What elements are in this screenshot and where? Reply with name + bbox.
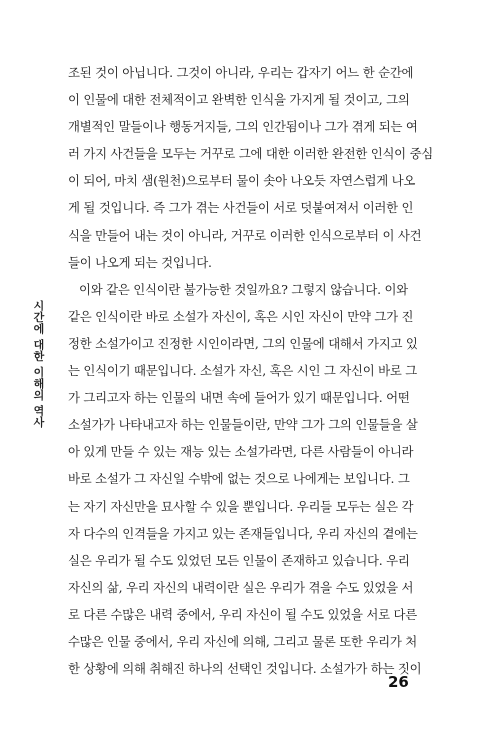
text-line: 식을 만들어 내는 것이 아니라, 거꾸로 이러한 인식으로부터 이 사건 <box>68 227 422 243</box>
text-line: 이 되어, 마치 샘(원천)으로부터 물이 솟아 나오듯 자연스럽게 나오 <box>68 173 416 189</box>
text-line: 게 될 것입니다. 즉 그가 겪는 사건들이 서로 덧붙여져서 이러한 인 <box>68 200 414 216</box>
text-line: 수많은 인물 중에서, 우리 자신에 의해, 그리고 물론 또한 우리가 처 <box>68 633 417 649</box>
page-number: 26 <box>388 673 409 691</box>
text-line: 정한 소설가이고 진정한 시인이라면, 그의 인물에 대해서 가지고 있 <box>68 335 418 351</box>
text-line: 같은 인식이란 바로 소설가 자신이, 혹은 시인 자신이 만약 그가 진 <box>68 308 414 324</box>
text-line: 들이 나오게 되는 것입니다. <box>68 254 212 270</box>
text-line: 바로 소설가 그 자신일 수밖에 없는 것으로 나에게는 보입니다. 그 <box>68 471 410 487</box>
running-head: 시간에 대한 이해의 역사 <box>32 300 45 428</box>
text-line: 는 자기 자신만을 묘사할 수 있을 뿐입니다. 우리들 모두는 실은 각 <box>68 498 414 514</box>
text-line: 는 인식이기 때문입니다. 소설가 자신, 혹은 시인 그 자신이 바로 그 <box>68 363 417 379</box>
text-line: 소설가가 나타내고자 하는 인물들이란, 만약 그가 그의 인물들을 살 <box>68 417 418 433</box>
text-line: 가 그리고자 하는 인물의 내면 속에 들어가 있기 때문입니다. 어떤 <box>68 390 410 406</box>
text-line: 한 상황에 의해 취해진 하나의 선택인 것입니다. 소설가가 하는 짓이 <box>68 661 422 677</box>
text-line: 러 가지 사건들을 모두는 거꾸로 그에 대한 이러한 완전한 인식이 중심 <box>68 146 434 162</box>
text-line: 로 다른 수많은 내력 중에서, 우리 자신이 될 수도 있었을 서로 다른 <box>68 606 417 622</box>
text-line: 개별적인 말들이나 행동거지들, 그의 인간됨이나 그가 겪게 되는 여 <box>68 119 418 135</box>
text-line: 실은 우리가 될 수도 있었던 모든 인물이 존재하고 있습니다. 우리 <box>68 552 410 568</box>
text-line: 조된 것이 아닙니다. 그것이 아니라, 우리는 갑자기 어느 한 순간에 <box>68 65 414 80</box>
text-line: 자 다수의 인격들을 가지고 있는 존재들입니다, 우리 자신의 곁에는 <box>68 525 418 541</box>
text-line: 아 있게 만들 수 있는 재능 있는 소설가라면, 다른 사람들이 아니라 <box>68 444 414 460</box>
text-line: 이 인물에 대한 전체적이고 완벽한 인식을 가지게 될 것이고, 그의 <box>68 92 410 108</box>
text-line: 자신의 삶, 우리 자신의 내력이란 실은 우리가 겪을 수도 있었을 서 <box>68 579 414 595</box>
paragraph-start-line: 이와 같은 인식이란 불가능한 것일까요? 그렇지 않습니다. 이와 <box>79 281 408 297</box>
